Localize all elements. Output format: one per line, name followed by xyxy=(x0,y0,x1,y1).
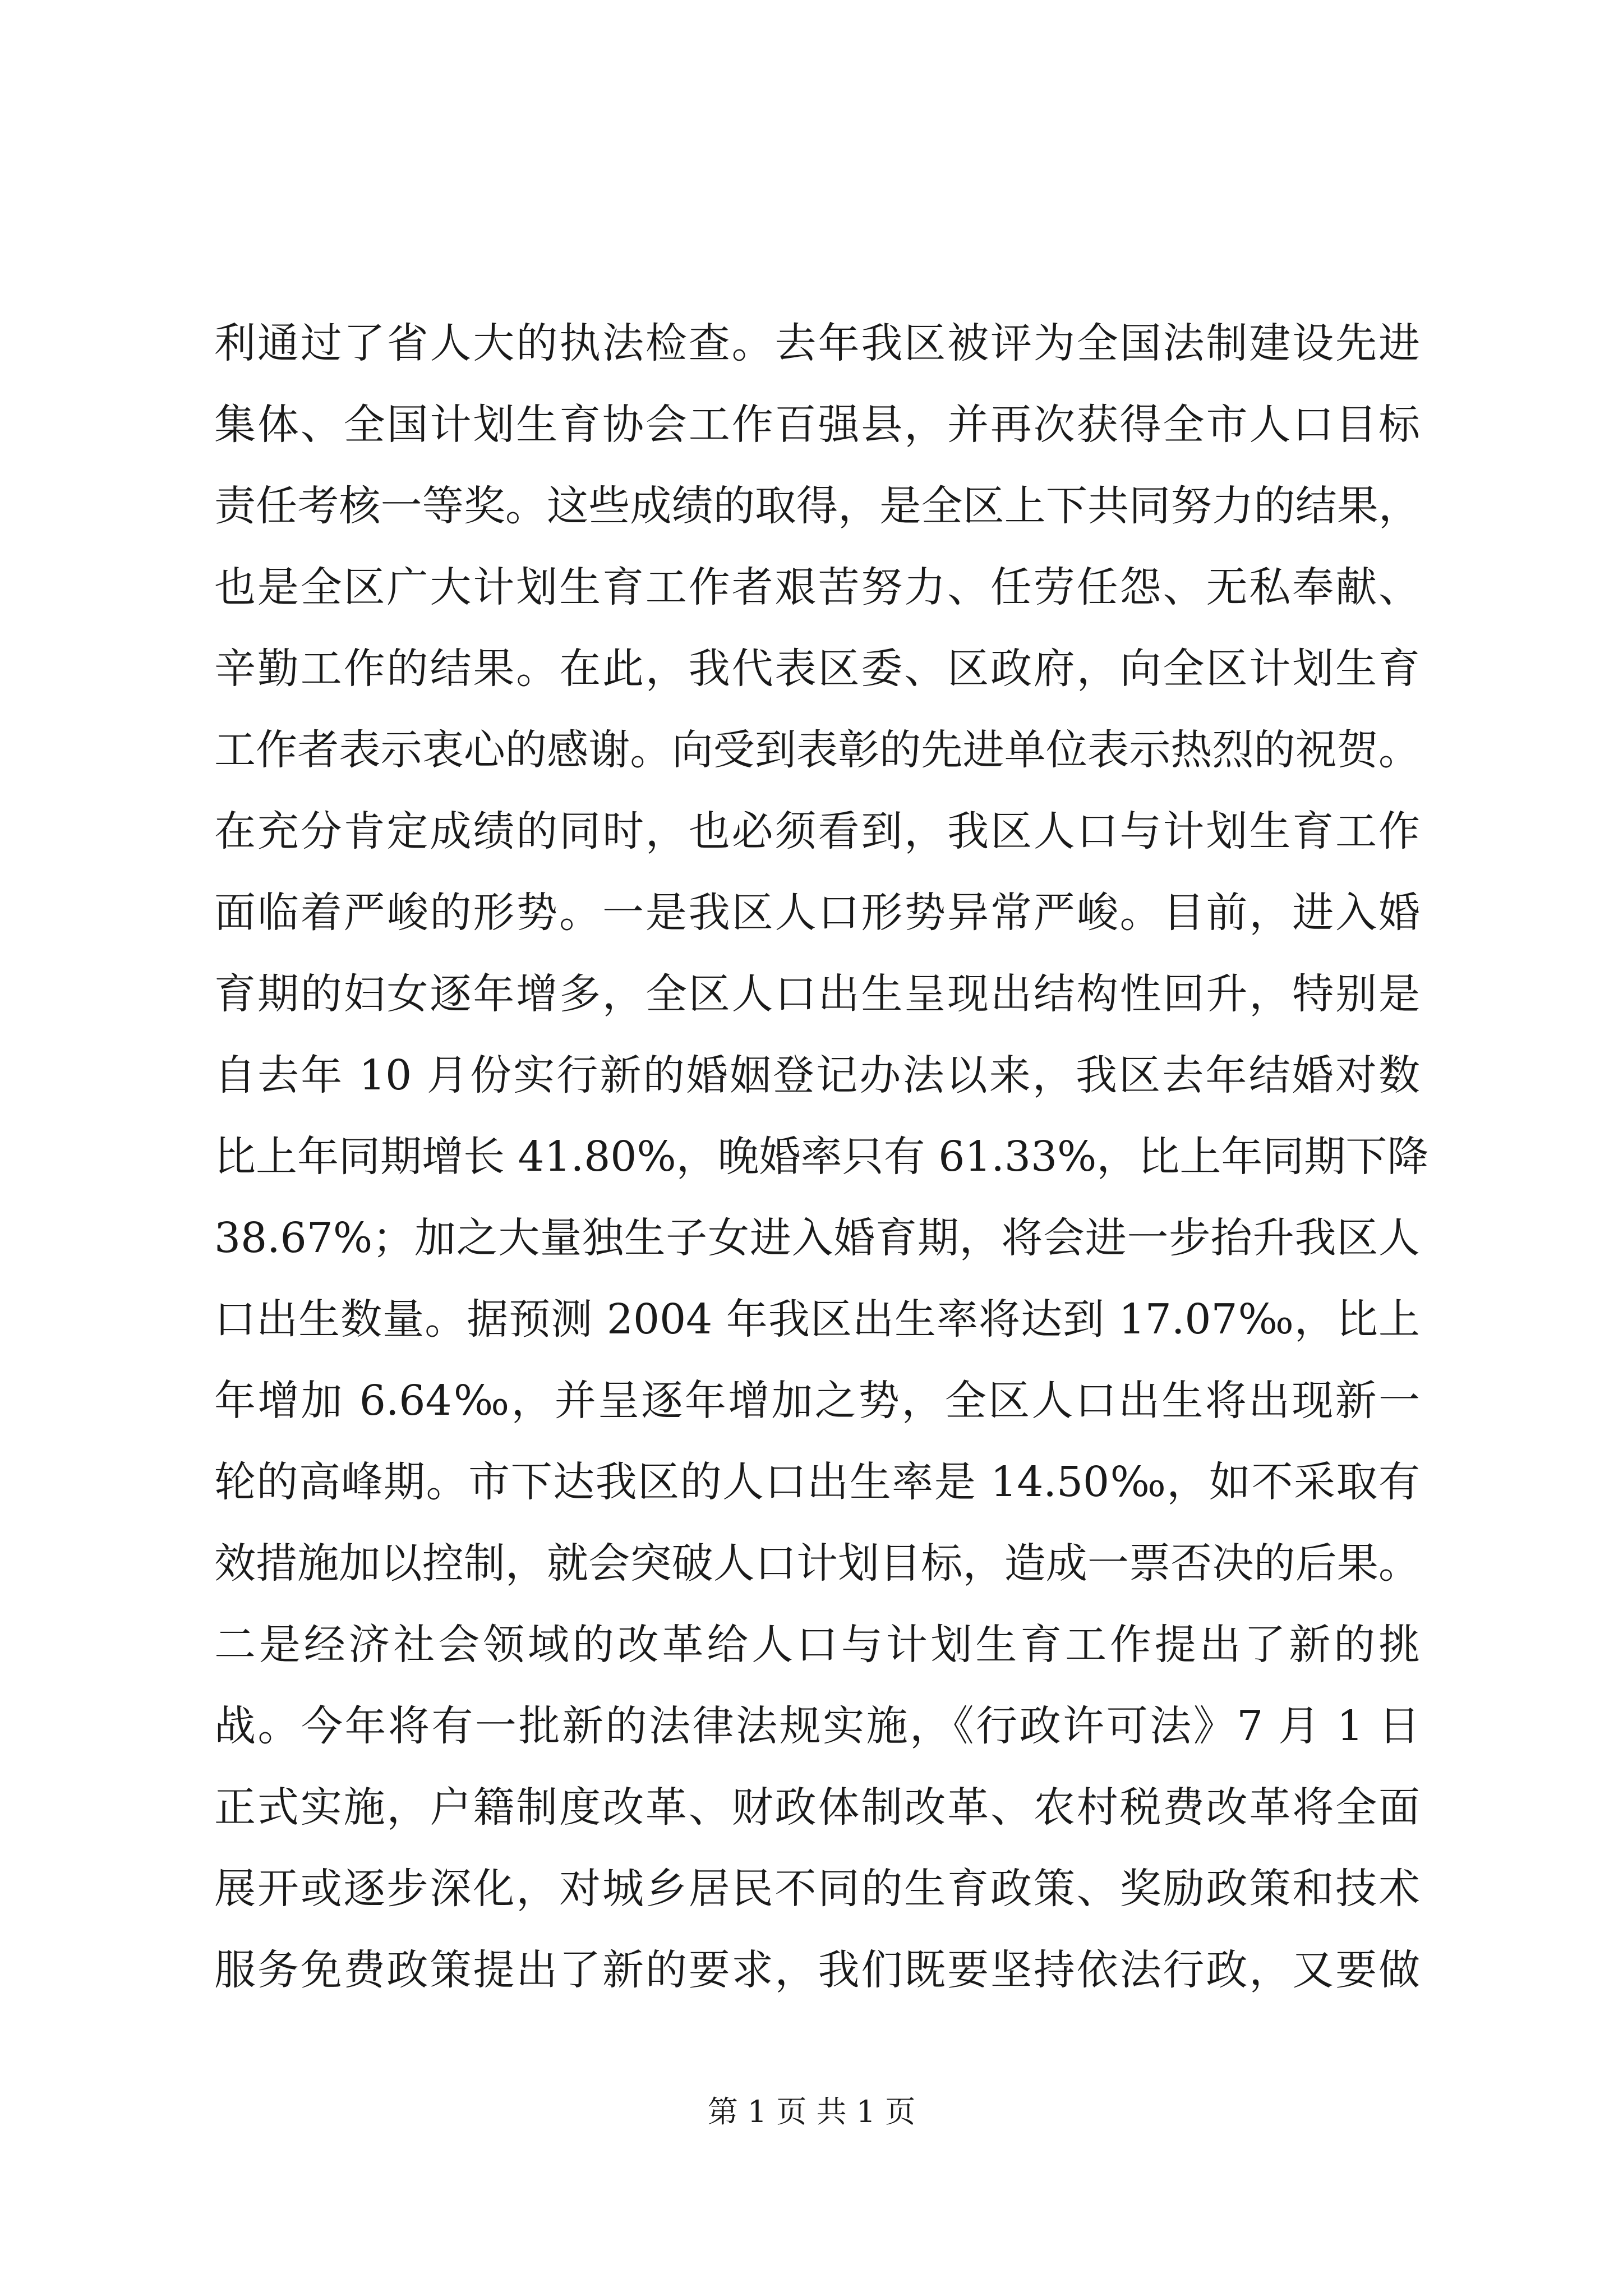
text-line: 效措施加以控制，就会突破人口计划目标，造成一票否决的后果。 xyxy=(214,1539,1420,1588)
text-line: 轮的高峰期。市下达我区的人口出生率是 14.50‰，如不采取有 xyxy=(214,1458,1420,1506)
text-line: 也是全区广大计划生育工作者艰苦努力、任劳任怨、无私奉献、 xyxy=(214,563,1420,611)
text-line: 比上年同期增长 41.80%，晚婚率只有 61.33%，比上年同期下降 xyxy=(214,1133,1429,1181)
text-line: 服务免费政策提出了新的要求，我们既要坚持依法行政，又要做 xyxy=(214,1946,1420,1994)
text-line: 辛勤工作的结果。在此，我代表区委、区政府，向全区计划生育 xyxy=(214,645,1420,693)
text-line: 38.67%；加之大量独生子女进入婚育期，将会进一步抬升我区人 xyxy=(214,1214,1420,1262)
text-line: 育期的妇女逐年增多，全区人口出生呈现出结构性回升，特别是 xyxy=(214,970,1420,1018)
text-line: 年增加 6.64‰，并呈逐年增加之势，全区人口出生将出现新一 xyxy=(214,1377,1420,1425)
text-line: 集体、全国计划生育协会工作百强县，并再次获得全市人口目标 xyxy=(214,401,1420,449)
text-line: 责任考核一等奖。这些成绩的取得，是全区上下共同努力的结果， xyxy=(214,482,1420,530)
text-line: 工作者表示衷心的感谢。向受到表彰的先进单位表示热烈的祝贺。 xyxy=(214,726,1420,774)
text-line: 在充分肯定成绩的同时，也必须看到，我区人口与计划生育工作 xyxy=(214,807,1420,855)
text-line: 战。今年将有一批新的法律法规实施，《行政许可法》7 月 1 日 xyxy=(214,1702,1420,1750)
page-footer: 第 1 页 共 1 页 xyxy=(707,2094,916,2129)
text-line: 面临着严峻的形势。一是我区人口形势异常严峻。目前，进入婚 xyxy=(214,889,1420,937)
text-line: 利通过了省人大的执法检查。去年我区被评为全国法制建设先进 xyxy=(214,319,1420,367)
text-line: 正式实施，户籍制度改革、财政体制改革、农村税费改革将全面 xyxy=(214,1783,1420,1832)
text-line: 二是经济社会领域的改革给人口与计划生育工作提出了新的挑 xyxy=(214,1621,1420,1669)
text-line: 自去年 10 月份实行新的婚姻登记办法以来，我区去年结婚对数 xyxy=(214,1051,1420,1099)
text-line: 展开或逐步深化，对城乡居民不同的生育政策、奖励政策和技术 xyxy=(214,1865,1420,1913)
text-line: 口出生数量。据预测 2004 年我区出生率将达到 17.07‰，比上 xyxy=(214,1295,1420,1343)
body-text xyxy=(214,303,1429,2011)
